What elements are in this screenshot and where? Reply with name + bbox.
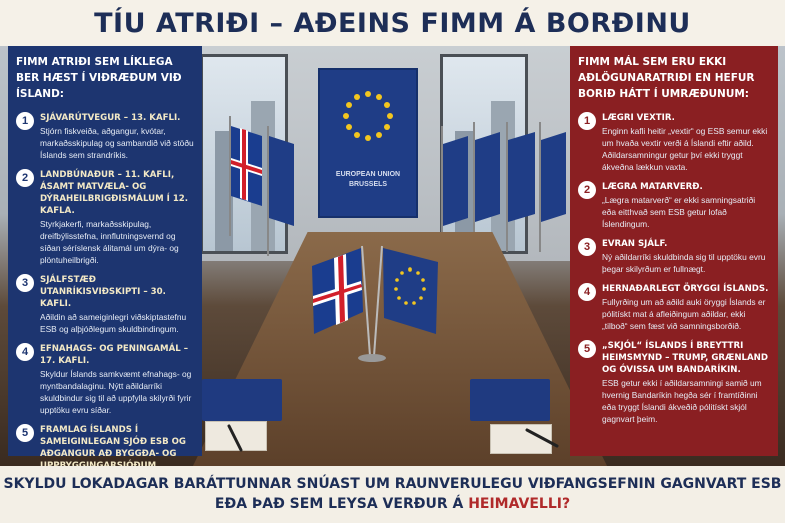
eu-stars-icon [320, 82, 416, 152]
item-text: „Lægra matarverð“ er ekki samningsatriði eða eitthvað sem ESB getur lofað Íslendingum. [602, 195, 756, 229]
item-number: 3 [16, 274, 34, 292]
panel-right-heading: FIMM MÁL SEM ERU EKKI AÐLÖGUNARATRIÐI EN HEFUR BORIÐ HÁTT Í UMRÆÐUNUM: [578, 56, 755, 100]
bottom-line-2-prefix: EÐA ÞAÐ SEM LEYSA VERÐUR Á [214, 496, 469, 512]
item-title: SJÁVARÚTVEGUR – 13. KAFLI. [40, 113, 181, 123]
panel-left-heading: FIMM ATRIÐI SEM LÍKLEGA BER HÆST Í VIÐRÆÐUM VIÐ ÍSLAND: [16, 56, 182, 100]
pen-icon [525, 426, 561, 450]
item-text: Aðildin að sameiginlegri viðskiptastefnu ESB og alþjóðlegum skuldbindingum. [40, 312, 187, 334]
list-item [16, 112, 194, 161]
item-number: 1 [578, 112, 596, 130]
item-title: LANDBÚNAÐUR – 11. KAFLI, ÁSAMT MATVÆLA- OG DÝRAHEILBRIGÐISMÁLUM Í 12. KAFLA. [40, 170, 189, 216]
item-number: 5 [16, 424, 34, 442]
eu-folder-right [470, 379, 550, 421]
item-number: 1 [16, 112, 34, 130]
item-title: LÆGRA MATARVERÐ. [602, 182, 703, 192]
item-text: Stjórn fiskveiða, aðgangur, kvótar, markaðsskipulag og sambandið við stöðu Íslands sem strandríkis. [40, 126, 194, 160]
eu-sign-line1: EUROPEAN UNION [335, 171, 401, 178]
list-item [16, 274, 194, 335]
item-number: 2 [16, 169, 34, 187]
list-item [578, 181, 770, 230]
item-text: Enginn kafli heitir „vextir“ og ESB semur ekki um hvaða vextir verði á Íslandi eftir aðild. Aðildarsamningur getur því ekki tryggt ákveðna lækkun vaxta. [602, 126, 768, 172]
item-title: SJÁLFSTÆÐ UTANRÍKISVIÐSKIPTI – 30. KAFLI. [40, 275, 166, 309]
list-item [578, 340, 770, 425]
eu-wall-sign [318, 68, 418, 218]
bottom-line-2-accent: HEIMAVELLI? [468, 496, 571, 512]
list-item [16, 424, 194, 472]
eu-flag-icon [266, 126, 296, 256]
item-number: 2 [578, 181, 596, 199]
item-title: HERNAÐARLEGT ÖRYGGI ÍSLANDS. [602, 284, 769, 294]
panel-right-non-topics [570, 46, 778, 456]
table-flags [310, 226, 450, 366]
eu-flag-icon [538, 122, 568, 252]
eu-flag-icon [505, 122, 537, 252]
iceland-flag-icon [228, 116, 264, 236]
item-text: Ný aðildarríki skuldbinda sig til upptöku evru þegar skilyrðum er fullnægt. [602, 252, 766, 274]
pen-icon [225, 424, 245, 452]
item-title: FRAMLAG ÍSLANDS Í SAMEIGINLEGAN SJÓÐ ESB OG AÐGANGUR AÐ BYGGÐA- OG [40, 425, 186, 459]
list-item [578, 112, 770, 173]
bottom-question-banner [0, 466, 785, 523]
item-title: „SKJÓL“ ÍSLANDS Í BREYTTRI HEIMSMYND – TRUMP, GRÆNLAND OG ÓVISSA UM BANDARÍKIN. [602, 341, 769, 375]
item-title: LÆGRI VEXTIR. [602, 113, 675, 123]
item-number: 4 [578, 283, 596, 301]
panel-left-likely-topics [8, 46, 202, 459]
item-number: 3 [578, 238, 596, 256]
item-text: ESB getur ekki í aðildarsamningi samið um hvernig Bandaríkin hegða sér í framtíðinni eða tryggt Íslandi ákveðið pólitískt skjól gagnvart þeim. [602, 378, 762, 424]
item-text: Fullyrðing um að aðild auki öryggi Íslands er pólitískt mat á afleiðingum aðildar, ekki „tilboð“ sem fæst við samningsborðið. [602, 297, 766, 331]
item-number: 4 [16, 343, 34, 361]
bottom-line-2 [0, 494, 785, 514]
eu-sign-line2: BRUSSELS [348, 181, 388, 188]
eu-folder-left [202, 379, 282, 421]
list-item [16, 169, 194, 266]
item-text: Skyldur Íslands samkvæmt efnahags- og myntbandalaginu. Nýtt aðildarríki skuldbindur sig til að uppfylla skilyrði fyrir upptöku evru síðar. [40, 369, 192, 415]
item-number: 5 [578, 340, 596, 358]
list-item [578, 238, 770, 275]
title-bar [0, 0, 785, 46]
item-text: Styrkjakerfi, markaðsskipulag, dreifbýlisstefna, innflutningsvernd og síðan séríslensk álitamál um dýra- og plöntuheilbrigði. [40, 219, 179, 265]
iceland-flag-icon [312, 248, 363, 334]
eu-flag-icon [383, 248, 438, 334]
item-title: EFNAHAGS- OG PENINGAMÁL – 17. KAFLI. [40, 344, 189, 366]
list-item [578, 283, 770, 332]
list-item [16, 343, 194, 416]
item-title: EVRAN SJÁLF. [602, 239, 668, 249]
page-title: TÍU ATRIÐI – AÐEINS FIMM Á BORÐINU [94, 7, 691, 39]
bottom-line-1: SKYLDU LOKADAGAR BARÁTTUNNAR SNÚAST UM RAUNVERULEGU VIÐFANGSEFNIN GAGNVART ESB [3, 476, 782, 492]
